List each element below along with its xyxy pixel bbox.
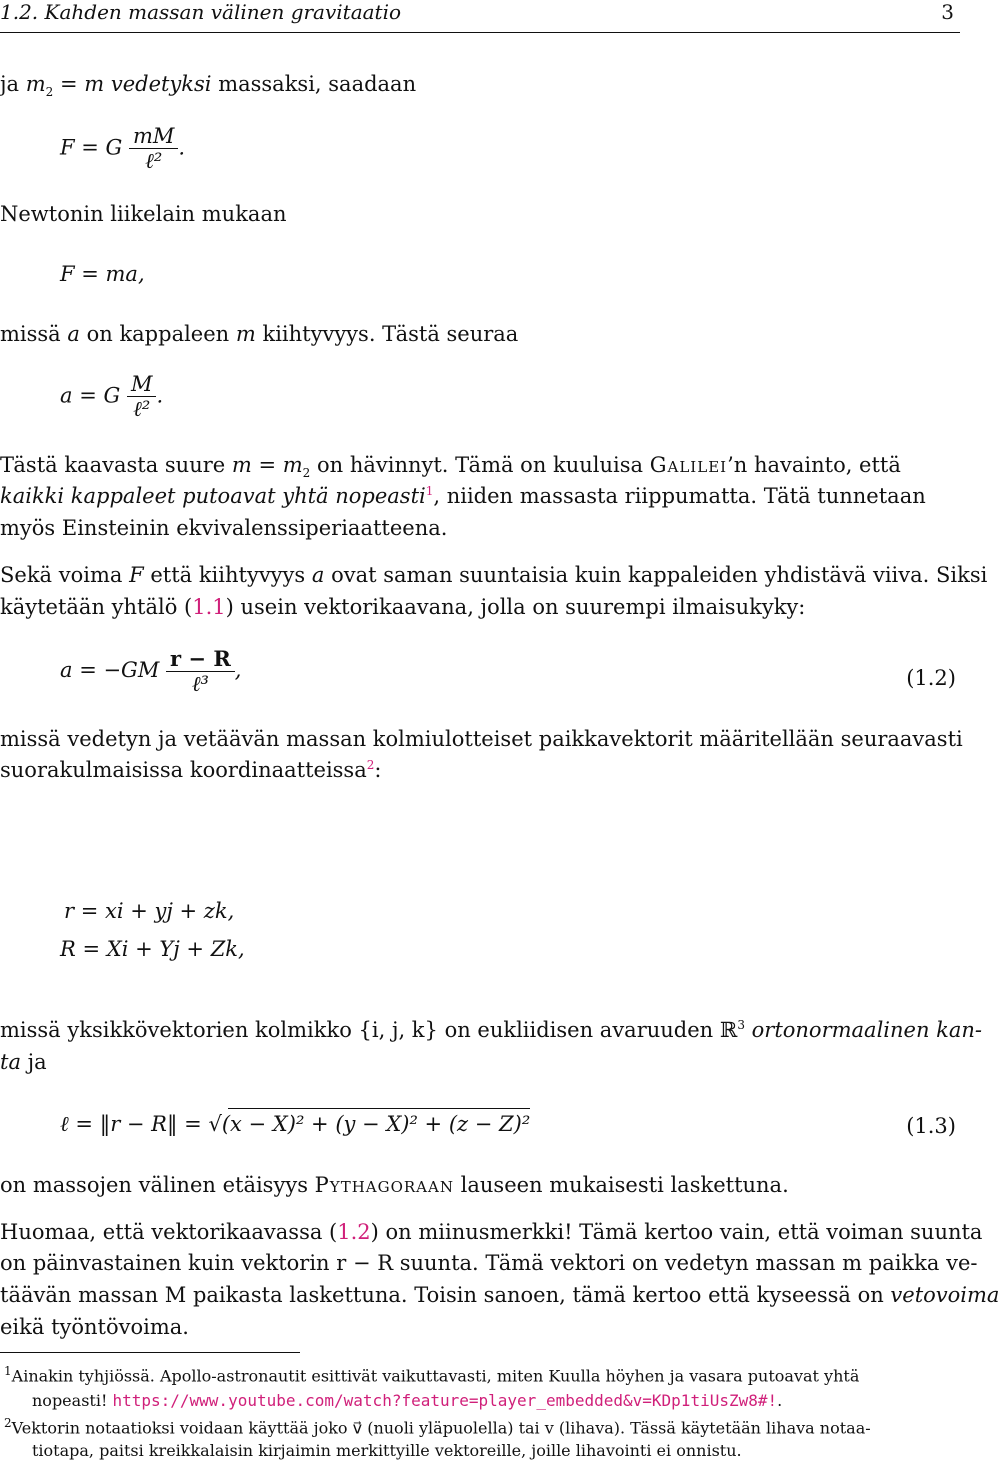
numerator: mM: [132, 124, 175, 148]
subscript: 2: [45, 85, 54, 100]
numerator: M: [130, 372, 153, 396]
text: suorakulmaisissa koordinaatteissa: [0, 758, 367, 782]
text: ja: [0, 72, 26, 96]
text: lauseen mukaisesti laskettuna.: [453, 1173, 789, 1197]
text: Ainakin tyhjiössä. Apollo-astronautit esittivät vaikuttavasti, miten Kuulla höyhen ja vasara putoavat yhtä: [11, 1366, 860, 1386]
text: ’n havainto, että: [727, 453, 901, 477]
equation-inline: m = m: [231, 453, 303, 477]
text: massaksi, saadaan: [211, 72, 417, 96]
equation-newton: F = ma,: [60, 262, 145, 286]
punct: .: [178, 135, 186, 160]
denominator: ℓ²: [129, 148, 178, 174]
text: ) on miinusmerkki! Tämä kertoo vain, että voiman suunta: [370, 1220, 983, 1244]
text: ja: [20, 1050, 47, 1074]
subscript: 2: [302, 466, 311, 481]
paragraph-9-line-4: eikä työntövoima.: [0, 1315, 189, 1339]
paragraph-3: [0, 322, 518, 346]
text: että kiihtyvyys: [143, 563, 312, 587]
var-a: a: [67, 322, 80, 346]
paragraph-4-line-2: [0, 484, 926, 508]
paragraph-4-line-1: [0, 453, 901, 480]
text: käytetään yhtälö (: [0, 595, 193, 619]
eq-lhs: ℓ = ‖r − R‖ =: [60, 1112, 209, 1136]
var-m: m: [25, 72, 46, 96]
text: ovat saman suuntaisia kuin kappaleiden yhdistävä viiva. Siksi: [324, 563, 988, 587]
equation-R: R = Xi + Yj + Zk,: [60, 937, 245, 961]
footnote-mark: 1: [4, 1364, 12, 1378]
equation-number-1-3: (1.3): [906, 1114, 956, 1138]
paragraph-6-line-2: [0, 758, 381, 782]
square-root: [208, 1112, 530, 1136]
text: ) usein vektorikaavana, jolla on suurempi ilmaisukyky:: [225, 595, 806, 619]
equation-1-2: [60, 646, 241, 697]
equation-number-1-2: (1.2): [906, 666, 956, 690]
equals: =: [53, 72, 85, 96]
emphasis: vetovoima: [890, 1283, 999, 1307]
footnote-2-line-2: tiotapa, paitsi kreikkalaisin kirjaimin merkittyille vektoreille, joille lihavointi ei onnistu.: [32, 1441, 742, 1460]
emphasis: ta: [0, 1050, 21, 1074]
footnote-2-line-1: [4, 1416, 871, 1437]
footnote-1-line-1: [4, 1364, 859, 1385]
text: on hävinnyt. Tämä on kuuluisa: [310, 453, 650, 477]
footnote-rule: [0, 1352, 300, 1353]
radical-sign: √: [208, 1112, 222, 1136]
equation-r: r = xi + yj + zk,: [64, 899, 235, 923]
footnote-ref-1[interactable]: 1: [425, 484, 434, 498]
text: Huomaa, että vektorikaavassa (: [0, 1220, 338, 1244]
equation-ref-link[interactable]: 1.1: [192, 595, 226, 619]
name-galilei: Galilei: [649, 453, 728, 477]
denominator: ℓ²: [127, 396, 157, 422]
paragraph-4-line-3: myös Einsteinin ekvivalenssiperiaatteena.: [0, 516, 448, 540]
paragraph-2: Newtonin liikelain mukaan: [0, 202, 287, 226]
emphasis: vedetyksi: [104, 72, 212, 96]
var-m: m: [235, 322, 256, 346]
running-header-title: 1.2. Kahden massan välinen gravitaatio: [0, 0, 402, 24]
fraction: [127, 372, 157, 422]
denominator: ℓ³: [166, 671, 235, 697]
text: on kappaleen: [79, 322, 236, 346]
paragraph-7-line-1: [0, 1018, 982, 1042]
text: Tästä kaavasta suure: [0, 453, 232, 477]
fraction: [129, 124, 178, 174]
header-rule: [0, 32, 960, 33]
text: kiihtyvyys. Tästä seuraa: [255, 322, 519, 346]
paragraph-9-line-3: [0, 1283, 999, 1307]
footnote-mark: 2: [4, 1416, 12, 1430]
paragraph-1: [0, 72, 416, 99]
paragraph-6-line-1: missä vedetyn ja vetäävän massan kolmiulotteiset paikkavektorit määritellään seuraavasti: [0, 727, 963, 751]
text: missä: [0, 322, 68, 346]
colon: :: [374, 758, 382, 782]
radicand: (x − X)² + (y − X)² + (z − Z)²: [221, 1112, 531, 1136]
var-a: a: [311, 563, 325, 587]
paragraph-5-line-2: [0, 595, 805, 619]
paragraph-9-line-1: [0, 1220, 982, 1244]
paragraph-9-line-2: on päinvastainen kuin vektorin r − R suunta. Tämä vektori on vedetyn massan m paikka ve-: [0, 1251, 978, 1275]
eq-lhs: F = G: [60, 135, 123, 160]
var-F: F: [129, 563, 144, 587]
eq-lhs: a = G: [60, 383, 121, 408]
youtube-link[interactable]: https://www.youtube.com/watch?feature=player_embedded&v=KDp1tiUsZw8#!: [112, 1391, 778, 1410]
emphasis: ortonormaalinen kan-: [744, 1018, 983, 1042]
name-pythagoras: Pythagoraan: [314, 1173, 454, 1197]
punct: ,: [234, 658, 242, 682]
footnote-1-line-2: [32, 1391, 782, 1410]
text: missä yksikkövektorien kolmikko {i, j, k} on eukliidisen avaruuden ℝ: [0, 1018, 738, 1042]
superscript: 3: [737, 1018, 745, 1032]
text: , niiden massasta riippumatta. Tätä tunnetaan: [433, 484, 926, 508]
paragraph-5-line-1: [0, 563, 987, 587]
emphasis: kaikki kappaleet putoavat yhtä nopeasti: [0, 484, 426, 508]
fraction: [166, 646, 235, 697]
paragraph-7-line-2: [0, 1050, 47, 1074]
equation-gravity: [60, 124, 185, 174]
radical-bar: [228, 1108, 530, 1109]
text: Sekä voima: [0, 563, 130, 587]
eq-lhs: a = −GM: [60, 658, 160, 682]
punct: .: [156, 383, 164, 408]
footnote-ref-2[interactable]: 2: [366, 758, 375, 772]
numerator: r − R: [170, 646, 231, 671]
equation-acceleration: [60, 372, 163, 422]
text: Vektorin notaatioksi voidaan käyttää joko v⃗ (nuoli yläpuolella) tai v (lihava). Tässä käytetään lihava notaa-: [11, 1418, 871, 1438]
text: täävän massan M paikasta laskettuna. Toisin sanoen, tämä kertoo että kyseessä on: [0, 1283, 891, 1307]
text: nopeasti!: [32, 1391, 113, 1410]
text: on massojen välinen etäisyys: [0, 1173, 315, 1197]
paragraph-8: [0, 1173, 789, 1197]
punct: .: [777, 1391, 783, 1410]
page-number: 3: [941, 0, 954, 24]
equation-1-3: [60, 1112, 530, 1137]
var-m: m: [84, 72, 105, 96]
equation-ref-link[interactable]: 1.2: [337, 1220, 371, 1244]
